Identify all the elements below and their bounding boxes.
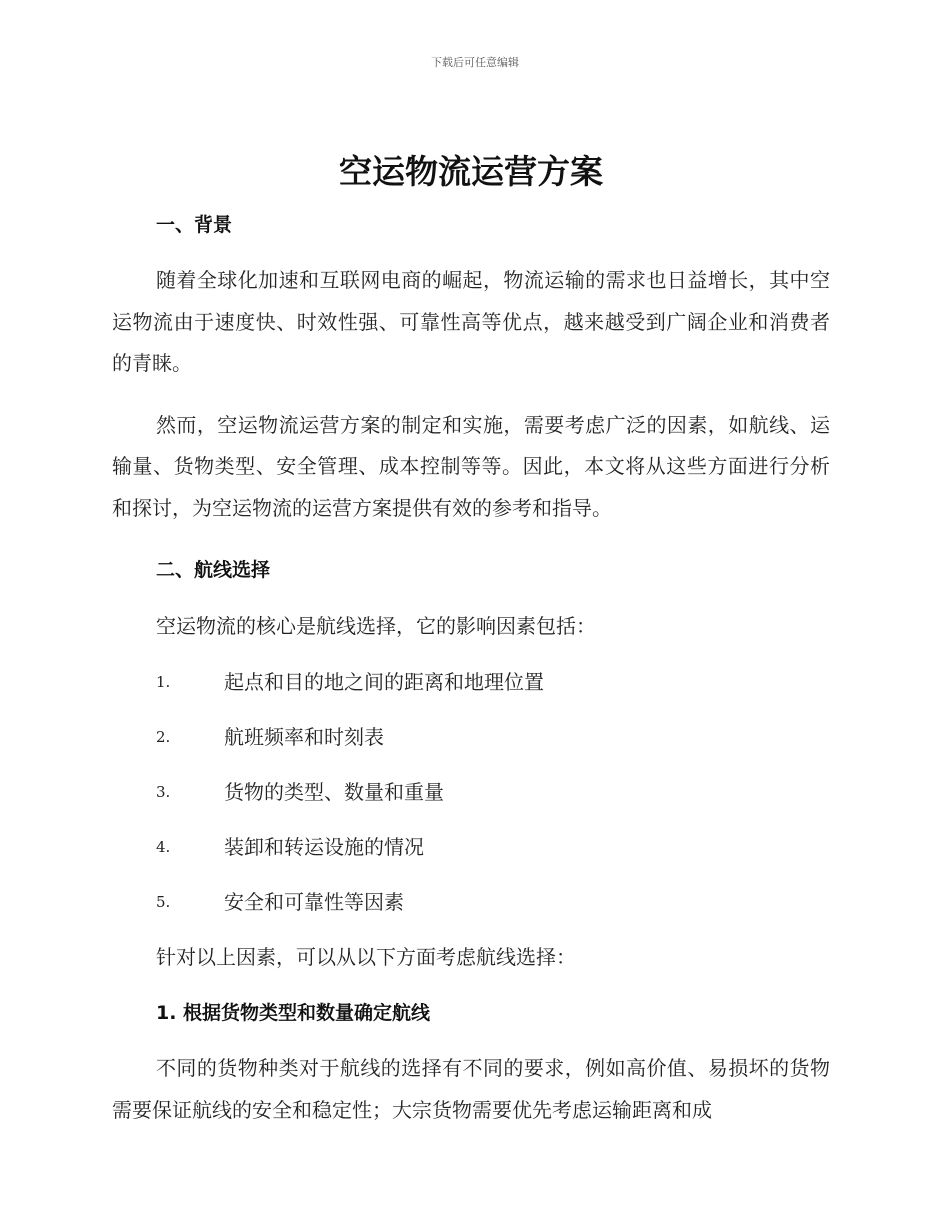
list-item-number: 5. bbox=[156, 893, 171, 911]
section-heading-background: 一、背景 bbox=[156, 214, 233, 236]
list-item bbox=[112, 667, 830, 722]
list-item bbox=[112, 777, 830, 832]
route-sub-paragraph: 不同的货物种类对于航线的选择有不同的要求，例如高价值、易损坏的货物需要保证航线的安全和稳定性；大宗货物需要优先考虑运输距离和成 bbox=[112, 1056, 830, 1122]
list-item bbox=[112, 832, 830, 887]
list-item bbox=[112, 887, 830, 942]
background-paragraph-2: 然而，空运物流运营方案的制定和实施，需要考虑广泛的因素，如航线、运输量、货物类型、安全管理、成本控制等等。因此，本文将从这些方面进行分析和探讨，为空运物流的运营方案提供有效的参考和指导。 bbox=[112, 412, 830, 520]
list-item-text: 货物的类型、数量和重量 bbox=[224, 780, 444, 804]
list-item-text: 安全和可靠性等因素 bbox=[224, 890, 404, 914]
list-item bbox=[112, 722, 830, 777]
route-intro: 空运物流的核心是航线选择，它的影响因素包括： bbox=[156, 614, 596, 638]
list-item-text: 起点和目的地之间的距离和地理位置 bbox=[224, 670, 544, 694]
list-item-number: 1. bbox=[156, 673, 171, 691]
list-item-text: 航班频率和时刻表 bbox=[224, 725, 384, 749]
route-lead: 针对以上因素，可以从以下方面考虑航线选择： bbox=[156, 945, 576, 969]
list-item-number: 3. bbox=[156, 783, 171, 801]
document-body bbox=[112, 148, 830, 1131]
document-title: 空运物流运营方案 bbox=[339, 152, 603, 191]
route-factor-list bbox=[112, 667, 830, 942]
list-item-number: 2. bbox=[156, 728, 171, 746]
list-item-text: 装卸和转运设施的情况 bbox=[224, 835, 424, 859]
background-paragraph-1: 随着全球化加速和互联网电商的崛起，物流运输的需求也日益增长，其中空运物流由于速度快、时效性强、可靠性高等优点，越来越受到广阔企业和消费者的青睐。 bbox=[112, 268, 830, 375]
header-note: 下载后可任意编辑 bbox=[431, 56, 519, 69]
section-heading-route: 二、航线选择 bbox=[156, 559, 271, 581]
route-subheading: 1. 根据货物类型和数量确定航线 bbox=[156, 1002, 431, 1024]
list-item-number: 4. bbox=[156, 838, 171, 856]
